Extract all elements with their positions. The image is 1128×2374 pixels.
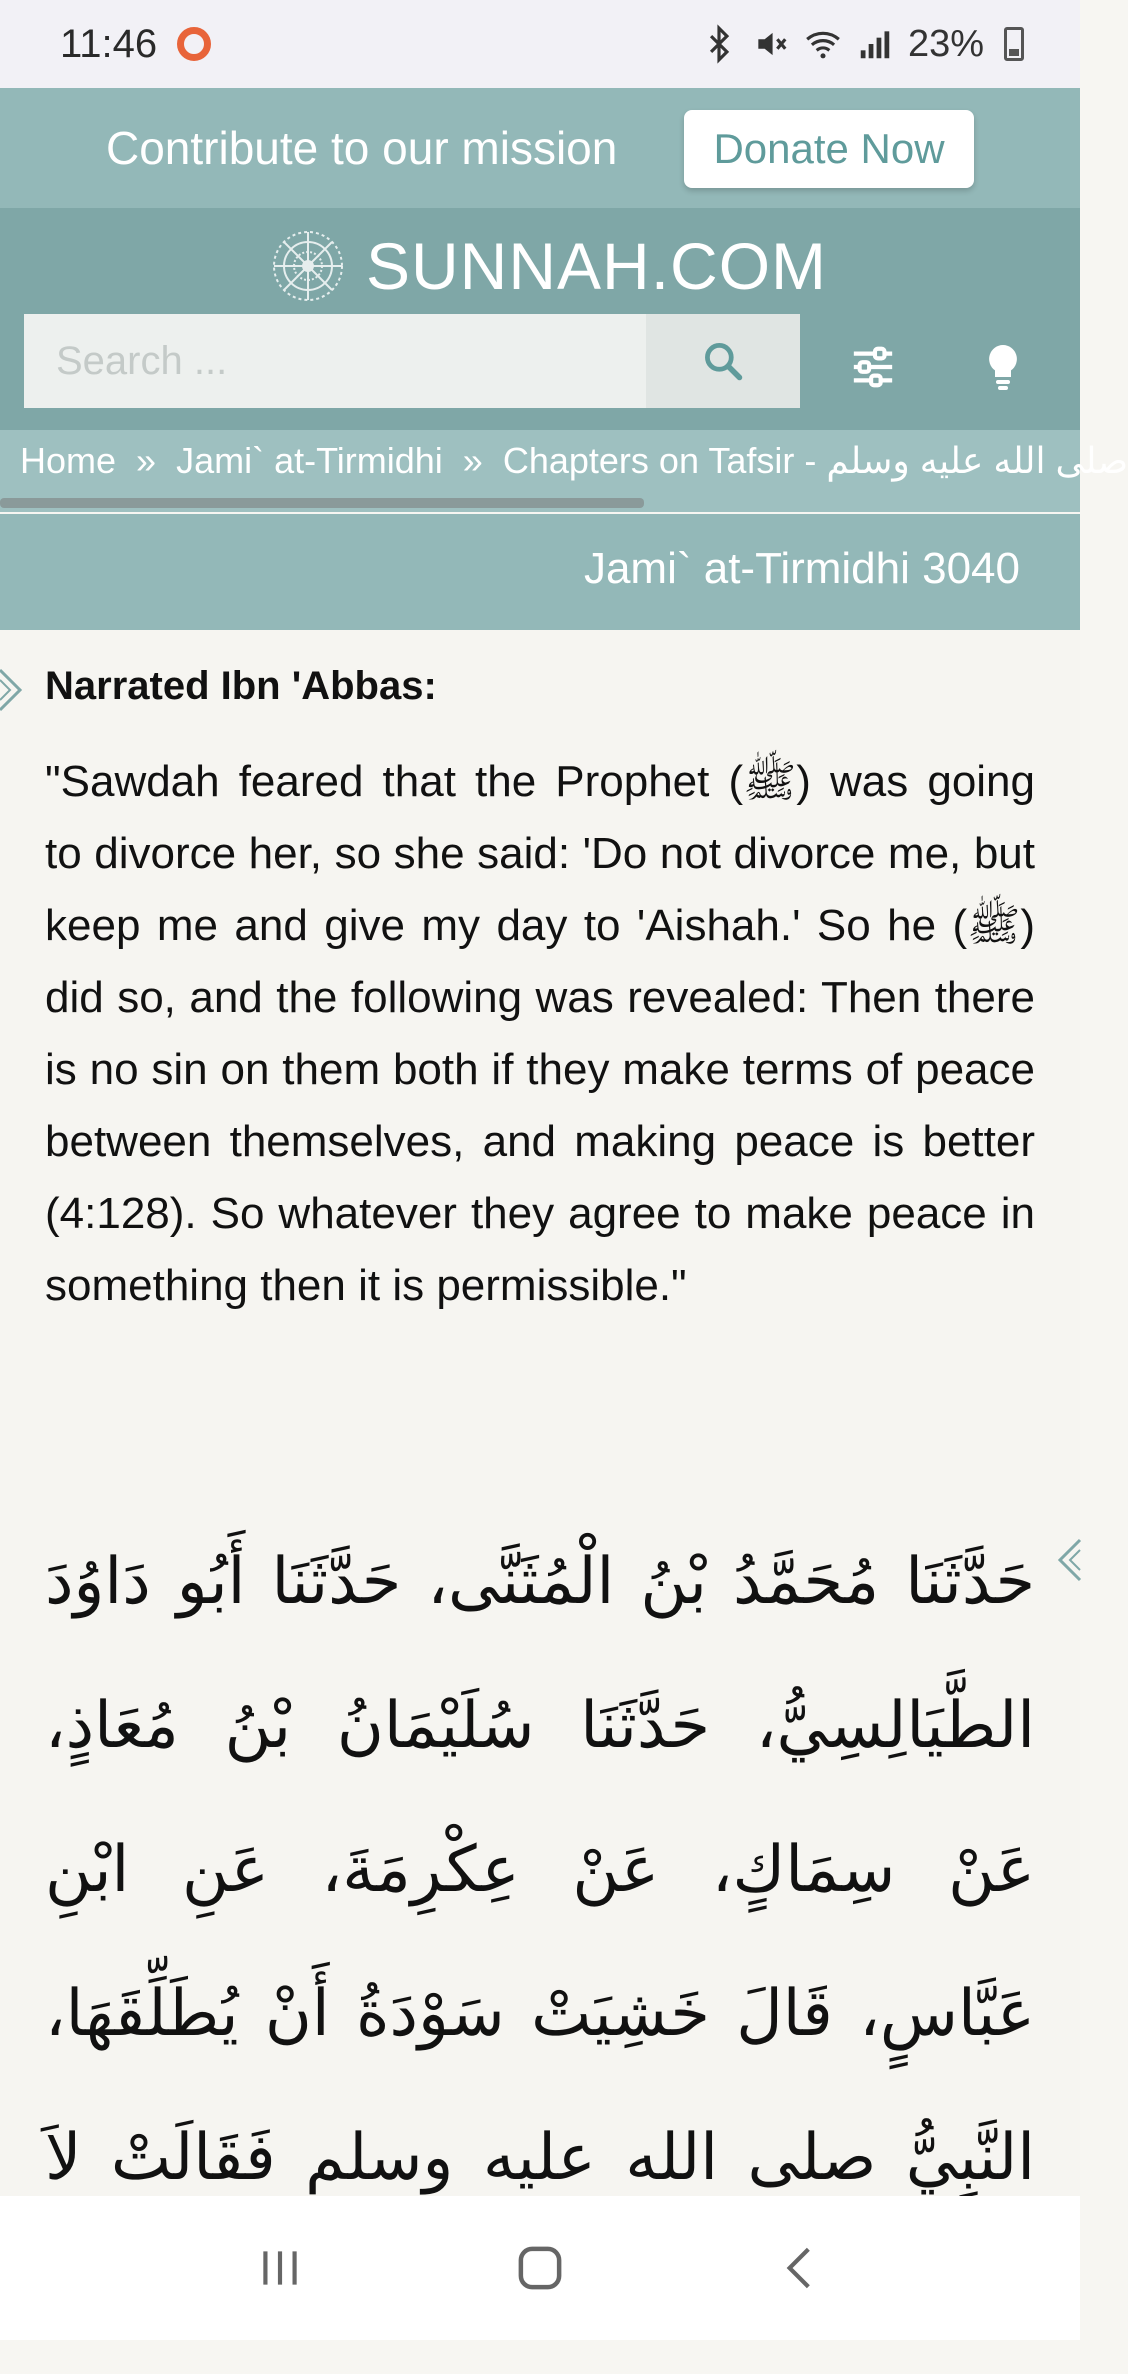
status-icons xyxy=(700,23,1024,66)
logo-emblem-icon xyxy=(270,228,346,304)
notification-dot-icon xyxy=(177,27,211,61)
status-time: 11:46 xyxy=(60,21,158,66)
hadith-narrator: Narrated Ibn 'Abbas: xyxy=(45,664,437,708)
search-button[interactable] xyxy=(646,314,800,408)
hadith-english-text: "Sawdah feared that the Prophet (ﷺ) was going to divorce her, so she said: 'Do not divorce me, but keep me and give my day to 'Aishah.' So he (ﷺ) did so, and the following was revealed: Then there is no sin on them both if they make terms of peace between themselves, and making peace is better (4:128). So whatever they agree to make peace in something then it is permissible." xyxy=(45,757,1036,1310)
donate-now-button[interactable]: Donate Now xyxy=(684,110,974,188)
hadith-title-bar xyxy=(0,514,1080,630)
hadith-content xyxy=(0,630,1080,2196)
battery-icon xyxy=(1004,27,1024,61)
bluetooth-icon xyxy=(700,25,738,63)
breadcrumb-trail xyxy=(20,440,1128,482)
wifi-icon xyxy=(804,25,842,63)
recent-apps-icon xyxy=(255,2243,305,2293)
breadcrumb-collection[interactable]: Jami` at-Tirmidhi xyxy=(176,440,443,481)
logo-text: SUNNAH.COM xyxy=(366,229,828,303)
breadcrumb-scrollbar[interactable] xyxy=(0,498,644,508)
site-header xyxy=(0,208,1080,430)
system-nav-bar xyxy=(0,2196,1080,2340)
recent-apps-button[interactable] xyxy=(235,2223,325,2313)
battery-percent: 23% xyxy=(907,22,984,65)
search-filters-button[interactable] xyxy=(838,332,908,402)
site-logo[interactable] xyxy=(270,228,827,304)
hadith-arabic-text: حَدَّثَنَا مُحَمَّدُ بْنُ الْمُثَنَّى، حَدَّثَنَا أَبُو دَاوُدَ الطَّيَالِسِيُّ، حَدَّثَنَا سُلَيْمَانُ بْنُ مُعَاذٍ، عَنْ سِمَاكٍ، عَنْ عِكْرِمَةَ، عَنِ ابْنِ عَبَّاسٍ، قَالَ خَشِيَتْ سَوْدَةُ أَنْ يُطَلِّقَهَا، النَّبِيُّ صلى الله عليه وسلم فَقَالَتْ لاَ xyxy=(45,1545,1036,2195)
search-icon xyxy=(701,339,745,383)
sliders-icon xyxy=(850,344,896,390)
status-bar xyxy=(0,0,1080,88)
search-box xyxy=(24,314,800,408)
donate-banner xyxy=(0,88,1080,208)
theme-toggle-button[interactable] xyxy=(968,332,1038,402)
mute-icon xyxy=(752,25,790,63)
home-icon xyxy=(513,2241,567,2295)
right-edge-marker-icon xyxy=(1058,1538,1080,1582)
breadcrumb-home[interactable]: Home xyxy=(20,440,117,481)
breadcrumb-chapter[interactable]: Chapters on Tafsir xyxy=(502,440,795,481)
breadcrumb-separator: » xyxy=(136,440,157,481)
search-input[interactable] xyxy=(24,314,646,408)
back-icon xyxy=(775,2243,825,2293)
lightbulb-icon xyxy=(983,343,1023,391)
left-edge-marker-icon xyxy=(0,668,22,712)
home-button[interactable] xyxy=(495,2223,585,2313)
breadcrumb-chapter-suffix: - صلى الله عليه وسلم xyxy=(804,440,1128,481)
hadith-title: Jami` at-Tirmidhi 3040 xyxy=(583,544,1020,593)
breadcrumb-separator: » xyxy=(462,440,483,481)
back-button[interactable] xyxy=(755,2223,845,2313)
donate-text: Contribute to our mission xyxy=(106,122,618,174)
signal-icon xyxy=(856,25,894,63)
